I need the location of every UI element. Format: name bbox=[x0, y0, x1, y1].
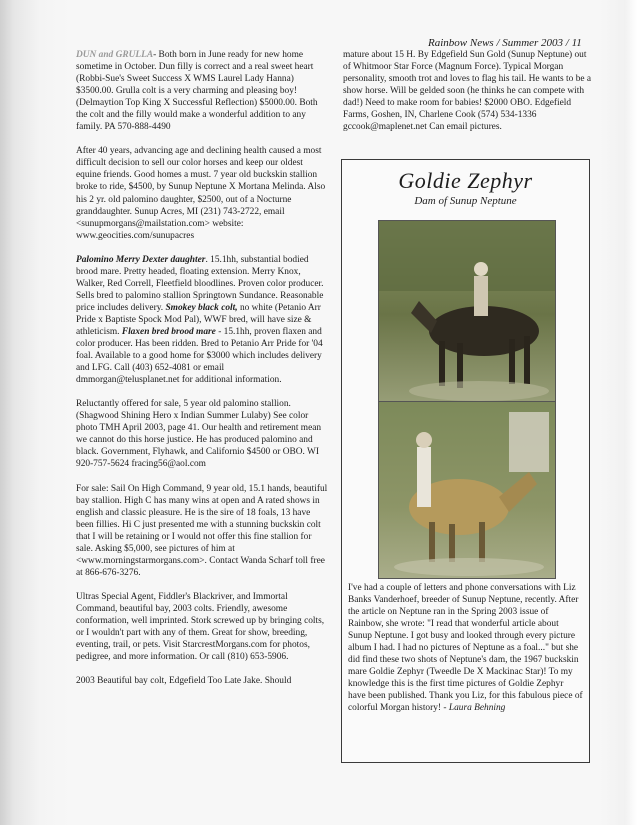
photo-horse-with-rider-image bbox=[379, 221, 555, 408]
classified-ad-sunup-acres: After 40 years, advancing age and declining health caused a most difficult decision to sell our color horses and keep our oldest equine friends. Good homes a must. 7 year old buckskin stallion broke to ride, $4500, by Sunup Neptune X Mortana Melinda. Also his 2 yr. old palomino daughter, $2500, out of a Nocturne granddaughter. Sunup Acres, MI (231) 743-2722, email <sunupmorgans@mailstation.com> website: www.geocities.com/sunupacres bbox=[76, 146, 326, 241]
ad-heading: Smokey black colt, bbox=[165, 302, 238, 313]
left-column bbox=[76, 49, 328, 699]
feature-title: Goldie Zephyr bbox=[398, 168, 533, 193]
running-header: Rainbow News / Summer 2003 / 11 bbox=[428, 37, 582, 49]
classified-ad-edgefield-continued: mature about 15 H. By Edgefield Sun Gold (Sunup Neptune) out of Whitmoor Star Force (Magnum Force). Typical Morgan personality, smooth trot and loves to flag his tail. He wants to be a show horse. Will be gelded soon (he thinks he can compete with dad!) Need to make room for babies! $2000 OBO. Edgefield Farms, Goshen, IN, Charlene Cook (574) 534-1336 gccook@maplenet.net Can email pictures. bbox=[343, 50, 592, 133]
ad-text: - 15.1hh, proven flaxen and color producer. Has been ridden. Bred to Petanio Arr Pride for '04 foal. Available to a good home for $3000 which includes delivery and LFG. Call (403) 652-4081 or email dmmorgan@telusplanet.net for additional information. bbox=[76, 326, 323, 386]
classified-ad-colts: Ultras Special Agent, Fiddler's Blackriver, and Immortal Command, beautiful bay, 2003 colts. Friendly, awesome conformation, well imprinted. Stork screwed up by bringing colts, or I wouldn't part with any of them. Great for show, breeding, eventing, trail, or pets. Visit StarcrestMorgans.com for photos, pedigree, and more information. Or call (810) 653-5906. bbox=[76, 591, 325, 663]
ad-heading: DUN and GRULLA bbox=[76, 50, 154, 60]
caption-credit: - Laura Behning bbox=[443, 703, 506, 713]
classified-ad-sail-on: For sale: Sail On High Command, 9 year old, 15.1 hands, beautiful bay stallion. High C has many wins at open and A rated shows in english and classic pleasure. He is the sire of 18 foals, 13 have been fillies. Hi C just presented me with a stunning buckskin colt that I will be retaining or I would not offer this fine stallion for sale. Asking $5,000, see pictures of him at <www.morningstarmorgans.com>. Contact Wanda Scharf toll free at 866-676-3276. bbox=[76, 483, 328, 578]
classified-ad-palomino bbox=[76, 254, 328, 387]
feature-caption bbox=[348, 582, 583, 714]
photo-horse-with-handler bbox=[378, 401, 556, 579]
feature-box bbox=[341, 159, 590, 763]
ad-heading: Flaxen bred brood mare bbox=[121, 326, 216, 337]
classified-ad-dun-grulla bbox=[76, 49, 328, 133]
classified-ad-palomino-stallion: Reluctantly offered for sale, 5 year old palomino stallion. (Shagwood Shining Hero x Indian Summer Lulaby) See color photo TMH April 2003, page 41. Our health and retirement mean we cannot do this horse justice. He has produced palomino and black. Government, Flyhawk, and Californio $4500 or OBO. WI 920-757-5624 fracing56@aol.com bbox=[76, 399, 322, 470]
ad-text: . 15.1hh, substantial bodied brood mare. Pretty headed, floating extension. Merry Knox, Walker, Red Correll, Fleetfield bloodlines. Proven color producer. Sells bred to palomino stallion Springtown Sundance. Reasonable price includes delivery. bbox=[76, 254, 324, 313]
caption-text: I've had a couple of letters and phone conversations with Liz Banks Vanderhoef, breeder of Sunup Neptune, recently. After the article on Neptune ran in the Spring 2003 issue of Rainbow, she wrote: "I read that wonderful article about Sunup Neptune. I got busy and looked through every picture album I had. I had no pictures of Neptune as a foal..." but she did find these two shots of Neptune's dam, the 1967 buckskin mare Goldie Zephyr (Tweedle De X Mackinac Star)! To my knowledge this is the first time pictures of Goldie Zephyr have been published. Thank you Liz, for this fabulous piece of colorful Morgan history! bbox=[348, 583, 583, 713]
ad-text: - Both born in June ready for new home sometime in October. Dun filly is correct and a real sweet heart (Robbi-Sue's Sweet Success X WMS Laurel Lady Hanna) $3500.00. Grulla colt is a very charming and pleasing boy! (Delmaytion Top King X Successful Reflection) $5000.00. Both the colt and the filly would make a wonderful addition to any family. PA 570-888-4490 bbox=[76, 50, 318, 133]
photo-horse-with-handler-image bbox=[379, 402, 555, 578]
right-column bbox=[343, 49, 593, 145]
ad-heading: Palomino Merry Dexter daughter bbox=[76, 254, 206, 265]
classified-ad-edgefield-start: 2003 Beautiful bay colt, Edgefield Too Late Jake. Should bbox=[76, 676, 292, 687]
feature-subtitle: Dam of Sunup Neptune bbox=[414, 195, 517, 207]
ad-text: no white (Petanio Arr Pride x Baptiste Spock Mod Pal), WWF bred, will have size & athleticism. bbox=[76, 302, 321, 337]
photo-horse-with-rider bbox=[378, 220, 556, 409]
